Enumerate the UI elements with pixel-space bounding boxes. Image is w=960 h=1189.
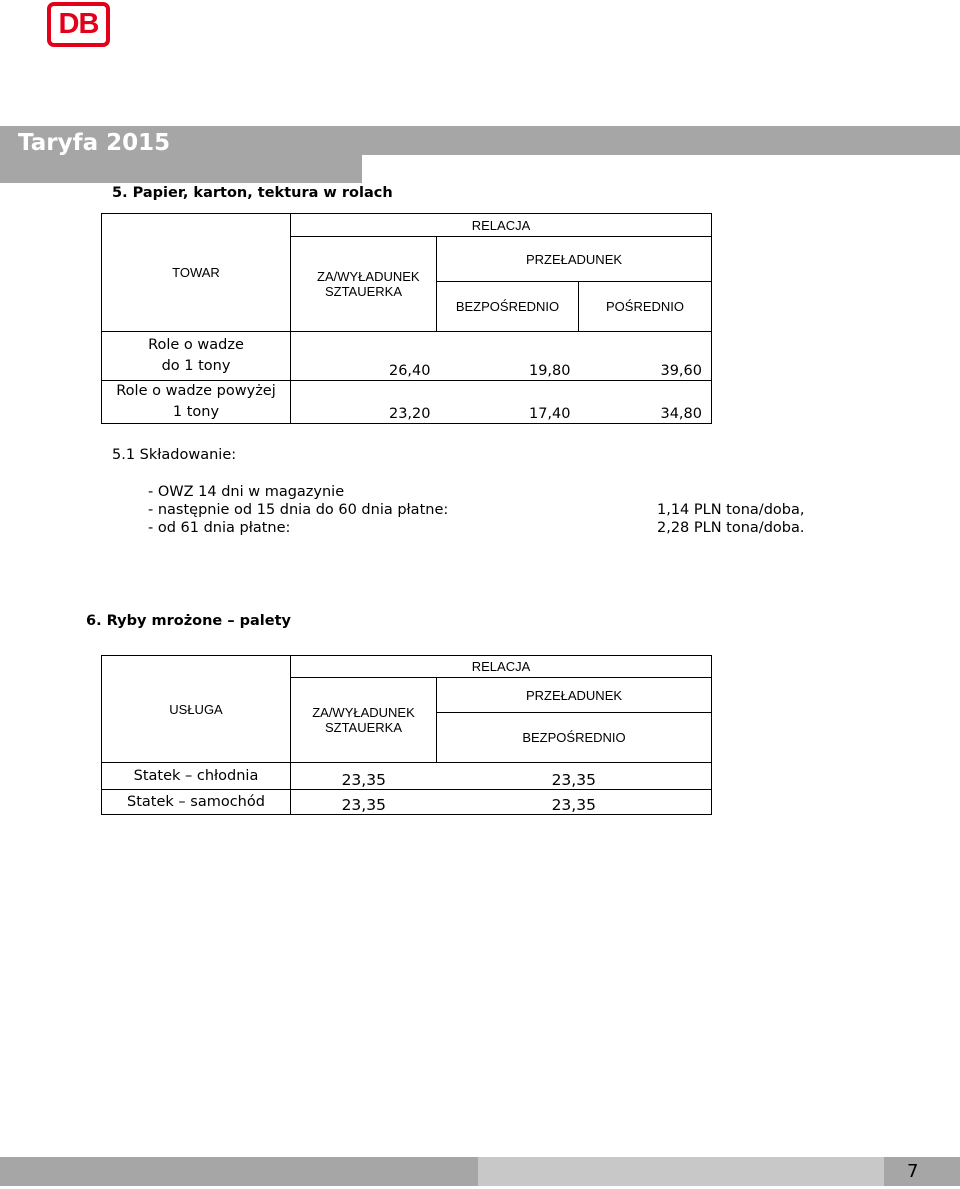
value-bezposrednio: 19,80 <box>437 332 579 381</box>
footer-band <box>0 1157 478 1186</box>
value-bezposrednio: 23,35 <box>437 763 712 790</box>
header-towar: TOWAR <box>102 214 291 332</box>
table-row <box>102 332 712 381</box>
section-5-heading: 5. Papier, karton, tektura w rolach <box>112 185 393 201</box>
storage-heading: 5.1 Składowanie: <box>112 447 237 463</box>
section-6-heading: 6. Ryby mrożone – palety <box>86 613 291 629</box>
page-number: 7 <box>907 1161 919 1182</box>
header-relacja: RELACJA <box>291 656 712 678</box>
document-title: Taryfa 2015 <box>18 130 171 156</box>
header-bezposrednio: BEZPOŚREDNIO <box>437 282 579 332</box>
value-bezposrednio: 23,35 <box>437 790 712 815</box>
db-logo-text: DB <box>58 8 99 40</box>
header-relacja: RELACJA <box>291 214 712 237</box>
storage-line-2: - następnie od 15 dnia do 60 dnia płatne: <box>148 502 449 518</box>
header-posrednio: POŚREDNIO <box>579 282 712 332</box>
value-bezposrednio: 17,40 <box>437 381 579 424</box>
table-row <box>102 763 712 790</box>
value-posrednio: 39,60 <box>579 332 712 381</box>
header-usluga: USŁUGA <box>102 656 291 763</box>
product-cell: Role o wadze do 1 tony <box>102 332 291 381</box>
table-row <box>102 790 712 815</box>
footer-band-light <box>478 1157 884 1186</box>
value-zawyladunek: 23,35 <box>291 763 437 790</box>
header-bezposrednio: BEZPOŚREDNIO <box>437 713 712 763</box>
value-posrednio: 34,80 <box>579 381 712 424</box>
value-zawyladunek: 26,40 <box>291 332 437 381</box>
table-row <box>102 381 712 424</box>
value-zawyladunek: 23,35 <box>291 790 437 815</box>
header-przeladunek: PRZEŁADUNEK <box>437 678 712 713</box>
footer-page-box <box>884 1157 960 1186</box>
header-przeladunek: PRZEŁADUNEK <box>437 237 712 282</box>
service-cell: Statek – samochód <box>102 790 291 815</box>
value-zawyladunek: 23,20 <box>291 381 437 424</box>
section-5-table <box>101 213 712 424</box>
storage-line-1: - OWZ 14 dni w magazynie <box>148 484 345 500</box>
header-zawyladunek: ZA/WYŁADUNEK SZTAUERKA <box>291 678 437 763</box>
storage-line-3: - od 61 dnia płatne: <box>148 520 291 536</box>
db-logo <box>47 2 110 47</box>
service-cell: Statek – chłodnia <box>102 763 291 790</box>
storage-price-3: 2,28 PLN tona/doba. <box>657 520 805 536</box>
section-6-table <box>101 655 712 815</box>
header-zawyladunek: ZA/WYŁADUNEK SZTAUERKA <box>291 237 437 332</box>
storage-price-2: 1,14 PLN tona/doba, <box>657 502 805 518</box>
product-cell: Role o wadze powyżej 1 tony <box>102 381 291 424</box>
